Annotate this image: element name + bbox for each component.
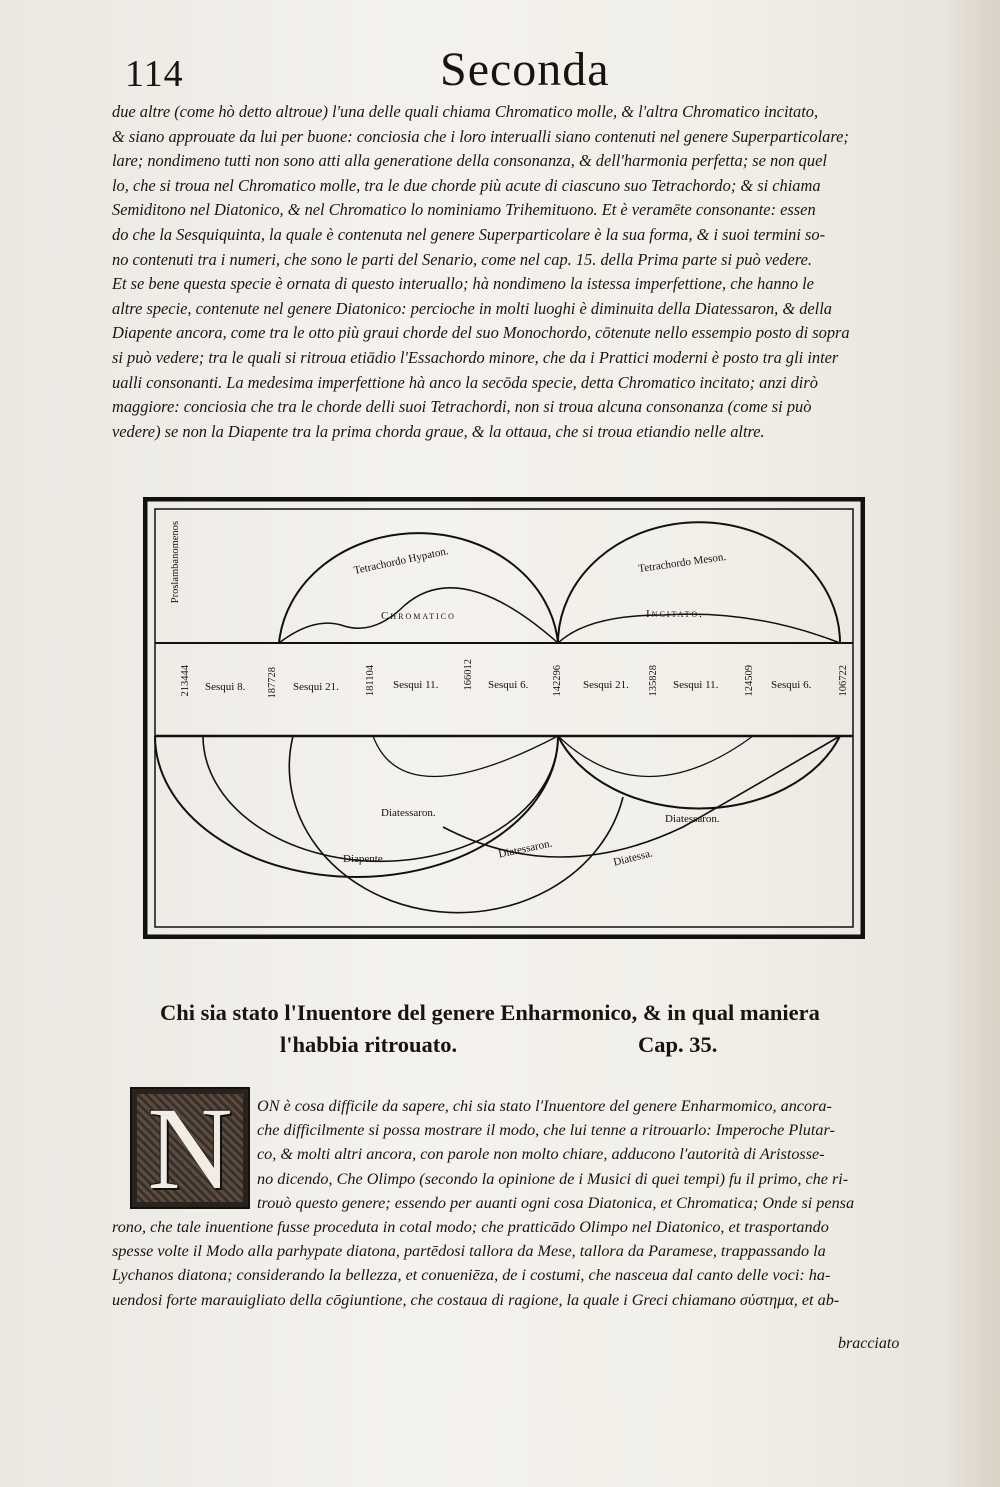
label-chromatico: Chromatico	[381, 610, 456, 622]
label-diatessa: Diatessa.	[612, 847, 654, 869]
label-tetrachordo-meson: Tetrachordo Meson.	[637, 550, 727, 576]
body-line: Diapente ancora, come tra le otto più graui chorde del suo Monochordo, cōtenute nello essempio posto di sopra	[112, 323, 850, 343]
label-incitato: Incitato.	[646, 608, 704, 620]
body-line: maggiore: conciosia che tra le chorde delli suoi Tetrachordi, non si troua alcuna consonanza (come si può	[112, 397, 812, 417]
chapter-number: Cap. 35.	[638, 1032, 718, 1057]
number-label: 106722	[838, 665, 849, 697]
chapter-heading	[160, 997, 880, 1061]
chapter-title-line-2: l'habbia ritrouato.	[280, 1032, 458, 1057]
body-line: do che la Sesquiquinta, la quale è contenuta nel genere Superparticolare è la sua forma, & i suoi termini so-	[112, 224, 826, 244]
body-line: & siano approuate da lui per buone: conciosia che i loro interualli siano contenuti nel genere Superparticolare;	[112, 126, 849, 146]
body-line: si può vedere; tra le quali si ritroua etiādio l'Essachordo minore, che da i Prattici moderni è posto tra gli inter	[112, 347, 839, 367]
chapter-line: spesse volte il Modo alla parhypate diatona, partēdosi tallora da Mese, tallora da Paramese, trappassando la	[112, 1242, 826, 1261]
outer-frame	[145, 499, 863, 937]
catchword: bracciato	[838, 1335, 900, 1352]
arc-diatessaron-left	[203, 736, 558, 861]
chapter-line: che difficilmente si possa mostrare il modo, che lui tenne a ritrouarlo: Imperoche Plutar-	[257, 1121, 835, 1140]
body-line: lare; nondimeno tutti non sono atti alla generatione della consonanza, & dell'harmonia perfetta; se non quel	[112, 151, 827, 171]
ratio-label: Sesqui 6.	[488, 679, 529, 691]
chapter-line: uendosi forte marauigliato della cōgiuntione, che costaua di ragione, la quale i Greci chiamano σύστημα, et ab-	[112, 1290, 840, 1309]
arc-diatessaron-right	[558, 736, 840, 808]
body-line: lo, che si troua nel Chromatico molle, tra le due chorde più acute di ciascuno suo Tetrachordo; & si chiama	[112, 175, 821, 195]
page-edge-shadow	[940, 0, 1000, 1487]
chapter-line: trouò questo genere; essendo per auanti ogni cosa Diatonica, et Chromatica; Onde si pensa	[257, 1193, 855, 1212]
body-line: vedere) se non la Diapente tra la prima chorda graue, & la ottaua, che si troua etiandio nelle altre.	[112, 421, 765, 441]
body-line: ualli consonanti. La medesima imperfettione hà anco la secōda specie, detta Chromatico incitato; anzi dirò	[112, 372, 818, 392]
chapter-paragraph	[112, 1094, 902, 1312]
body-line: no contenuti tra i numeri, che sono le parti del Senario, come nel cap. 15. della Prima parte si può vedere.	[112, 249, 812, 269]
body-line: due altre (come hò detto altroue) l'una delle quali chiama Chromatico molle, & l'altra Chromatico incitato,	[112, 102, 819, 121]
label-diapente: Diapente	[343, 853, 383, 865]
ratio-label: Sesqui 8.	[205, 681, 246, 693]
chapter-title-line-1: Chi sia stato l'Inuentore del genere Enharmonico, & in qual maniera	[160, 1000, 820, 1025]
running-title: Seconda	[440, 43, 610, 96]
number-label: 213444	[180, 665, 191, 697]
chapter-line: rono, che tale inuentione fusse proceduta in cotal modo; che pratticādo Olimpo nel Diatonico, et trasportando	[112, 1218, 829, 1237]
number-label: 124509	[744, 665, 755, 697]
chapter-line: Lychanos diatona; considerando la bellezza, et conueniēza, de i costumi, che nasceua dal canto delle voci: ha-	[112, 1266, 831, 1285]
number-label: 135828	[648, 665, 659, 697]
arc-diatessa	[443, 736, 840, 857]
body-line: altre specie, contenute nel genere Diatonico: percioche in molti luoghi è diminuita della Diatessaron, & della	[112, 298, 832, 318]
arc-hypaton	[279, 533, 558, 643]
number-label: 181104	[365, 665, 376, 697]
ratio-label: Sesqui 21.	[293, 681, 339, 693]
body-paragraph	[112, 100, 902, 444]
body-line: Semiditono nel Diatonico, & nel Chromatico lo nominiamo Trihemituono. Et è veramēte consonante: essen	[112, 200, 816, 220]
page-number: 114	[125, 53, 184, 95]
ratio-label: Sesqui 6.	[771, 679, 812, 691]
inner-frame	[155, 509, 853, 927]
label-tetrachordo-hypaton: Tetrachordo Hypaton.	[352, 545, 450, 577]
ratio-label: Sesqui 11.	[673, 679, 719, 691]
ratio-label: Sesqui 11.	[393, 679, 439, 691]
arc-diatessaron-center	[289, 736, 623, 913]
label-diatessaron-right: Diatessaron.	[665, 813, 720, 825]
initial-letter: N	[147, 1083, 233, 1214]
chapter-line: ON è cosa difficile da sapere, chi sia stato l'Inuentore del genere Enharmomico, ancora-	[257, 1097, 832, 1115]
number-label: 187728	[267, 667, 278, 699]
diagram-svg	[143, 497, 865, 939]
label-proslambanomenos: Proslambanomenos	[170, 521, 181, 604]
label-diatessaron-left: Diatessaron.	[381, 807, 436, 819]
chapter-line: co, & molti altri ancora, con parole non molto chiare, adducono l'autorità di Aristosse-	[257, 1145, 825, 1164]
arc-meson	[558, 522, 840, 643]
arc-small-right	[558, 736, 753, 777]
monochord-diagram	[143, 497, 865, 939]
number-label: 166012	[463, 659, 474, 691]
number-label: 142296	[552, 665, 563, 697]
ratio-label: Sesqui 21.	[583, 679, 629, 691]
page-header	[125, 38, 885, 98]
arc-small-left	[373, 736, 558, 777]
chapter-line: no dicendo, Che Olimpo (secondo la opinione de i Musici di quei tempi) fu il primo, che ri-	[257, 1169, 849, 1188]
label-diatessaron-center: Diatessaron.	[497, 837, 554, 861]
body-line: Et se bene questa specie è ornata di questo interuallo; hà nondimeno la istessa imperfettione, che hanno le	[112, 274, 814, 294]
